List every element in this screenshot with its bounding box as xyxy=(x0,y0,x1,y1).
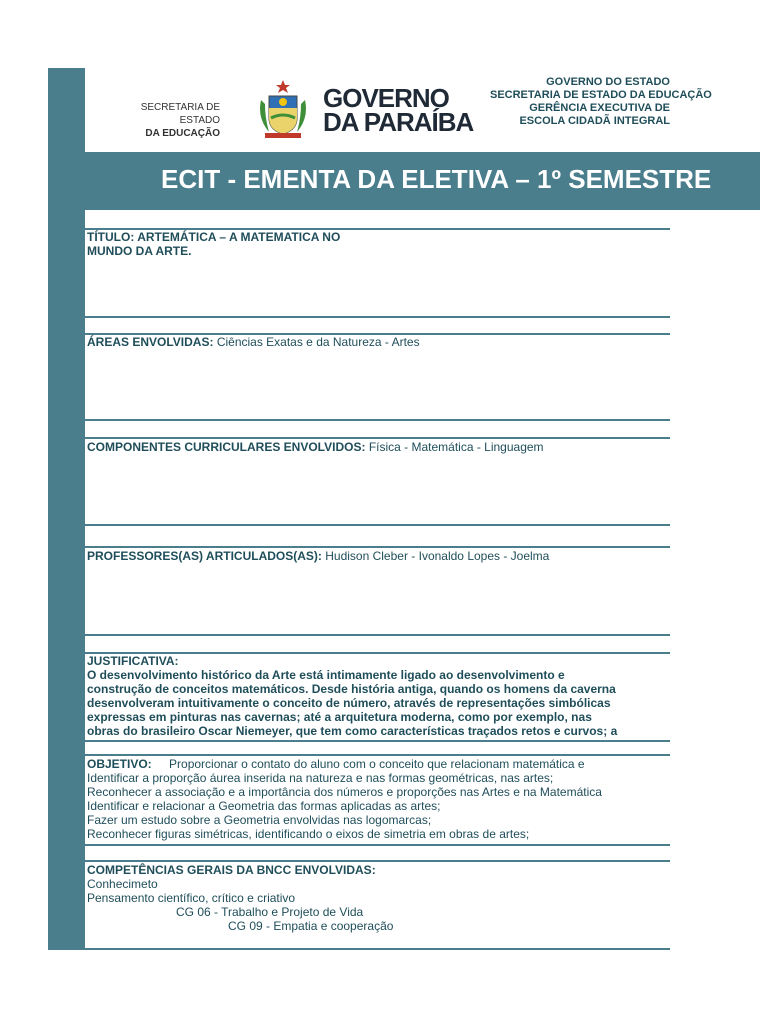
justificativa-section xyxy=(85,654,670,740)
institution-line: GOVERNO DO ESTADO xyxy=(546,76,670,88)
areas-value: Ciências Exatas e da Natureza - Artes xyxy=(216,335,420,349)
objetivo-line: Reconhecer a associação e a importância dos números e proporções nas Artes e na Matemática xyxy=(87,785,602,799)
componentes-value: Física - Matemática - Linguagem xyxy=(368,440,544,454)
competencia-item: Pensamento científico, crítico e criativo xyxy=(87,891,296,905)
institution-line: SECRETARIA DE ESTADO DA EDUCAÇÃO xyxy=(490,89,712,101)
left-accent-bar xyxy=(48,68,85,950)
titulo-section xyxy=(85,230,670,316)
section-rule xyxy=(85,844,670,846)
justificativa-line: desenvolveram intuitivamente o conceito de número, através de representações simbólicas xyxy=(87,696,611,710)
justificativa-label: JUSTIFICATIVA: xyxy=(87,654,179,668)
secretaria-line: SECRETARIA DE ESTADO xyxy=(140,102,220,126)
section-rule xyxy=(85,948,670,950)
section-rule xyxy=(85,740,670,742)
governo-line: DA PARAÍBA xyxy=(323,107,474,137)
componentes-section xyxy=(85,440,670,524)
justificativa-line: construção de conceitos matemáticos. Desde história antiga, quando os homens da caverna xyxy=(87,682,616,696)
paraiba-coat-of-arms-icon xyxy=(251,78,315,140)
governo-line: GOVERNO xyxy=(323,83,449,113)
componentes-label: COMPONENTES CURRICULARES ENVOLVIDOS: xyxy=(87,440,366,454)
section-rule xyxy=(85,437,670,439)
objetivo-line: Identificar a proporção áurea inserida na natureza e nas formas geométricas, nas artes; xyxy=(87,771,554,785)
governo-paraiba-wordmark xyxy=(323,83,474,137)
competencia-cg06: CG 06 - Trabalho e Projeto de Vida xyxy=(176,905,364,919)
institution-line: GERÊNCIA EXECUTIVA DE xyxy=(529,102,670,114)
objetivo-label: OBJETIVO: xyxy=(87,757,152,771)
areas-section xyxy=(85,335,670,419)
justificativa-line: O desenvolvimento histórico da Arte está intimamente ligado ao desenvolvimento e xyxy=(87,668,565,682)
justificativa-line: expressas em pinturas nas cavernas; até a arquitetura moderna, como por exemplo, nas xyxy=(87,710,592,724)
titulo-line: MUNDO DA ARTE. xyxy=(87,244,192,258)
objetivo-line: Reconhecer figuras simétricas, identificando o eixos de simetria em obras de artes; xyxy=(87,827,530,841)
professores-label: PROFESSORES(AS) ARTICULADOS(AS): xyxy=(87,549,322,563)
objetivo-line: Identificar e relacionar a Geometria das formas aplicadas as artes; xyxy=(87,799,441,813)
document-header xyxy=(85,68,712,152)
section-rule xyxy=(85,316,670,318)
title-banner xyxy=(85,152,760,210)
competencias-label: COMPETÊNCIAS GERAIS DA BNCC ENVOLVIDAS: xyxy=(87,863,376,877)
professores-value: Hudison Cleber - Ivonaldo Lopes - Joelma xyxy=(325,549,550,563)
institution-heading xyxy=(490,76,712,128)
justificativa-line: obras do brasileiro Oscar Niemeyer, que tem como características traçados retos e curvos; a xyxy=(87,724,618,738)
section-rule xyxy=(85,419,670,421)
objetivo-first-line: Proporcionar o contato do aluno com o conceito que relacionam matemática e xyxy=(169,757,585,771)
section-rule xyxy=(85,546,670,548)
banner-title: ECIT - EMENTA DA ELETIVA – 1º SEMESTRE xyxy=(161,164,712,194)
objetivo-section xyxy=(85,757,670,845)
institution-line: ESCOLA CIDADÃ INTEGRAL xyxy=(519,115,670,127)
areas-label: ÁREAS ENVOLVIDAS: xyxy=(87,335,214,349)
secretaria-line: DA EDUCAÇÃO xyxy=(145,128,220,139)
titulo-line: TÍTULO: ARTEMÁTICA – A MATEMATICA NO xyxy=(87,230,341,244)
section-rule xyxy=(85,754,670,756)
competencia-item: Conhecimeto xyxy=(87,877,158,891)
section-rule xyxy=(85,860,670,862)
professores-section xyxy=(85,549,670,633)
objetivo-line: Fazer um estudo sobre a Geometria envolvidas nas logomarcas; xyxy=(87,813,432,827)
secretaria-logo-text xyxy=(107,101,220,140)
competencias-section xyxy=(85,863,670,949)
competencia-cg09: CG 09 - Empatia e cooperação xyxy=(228,919,394,933)
section-rule xyxy=(85,634,670,636)
section-rule xyxy=(85,524,670,526)
